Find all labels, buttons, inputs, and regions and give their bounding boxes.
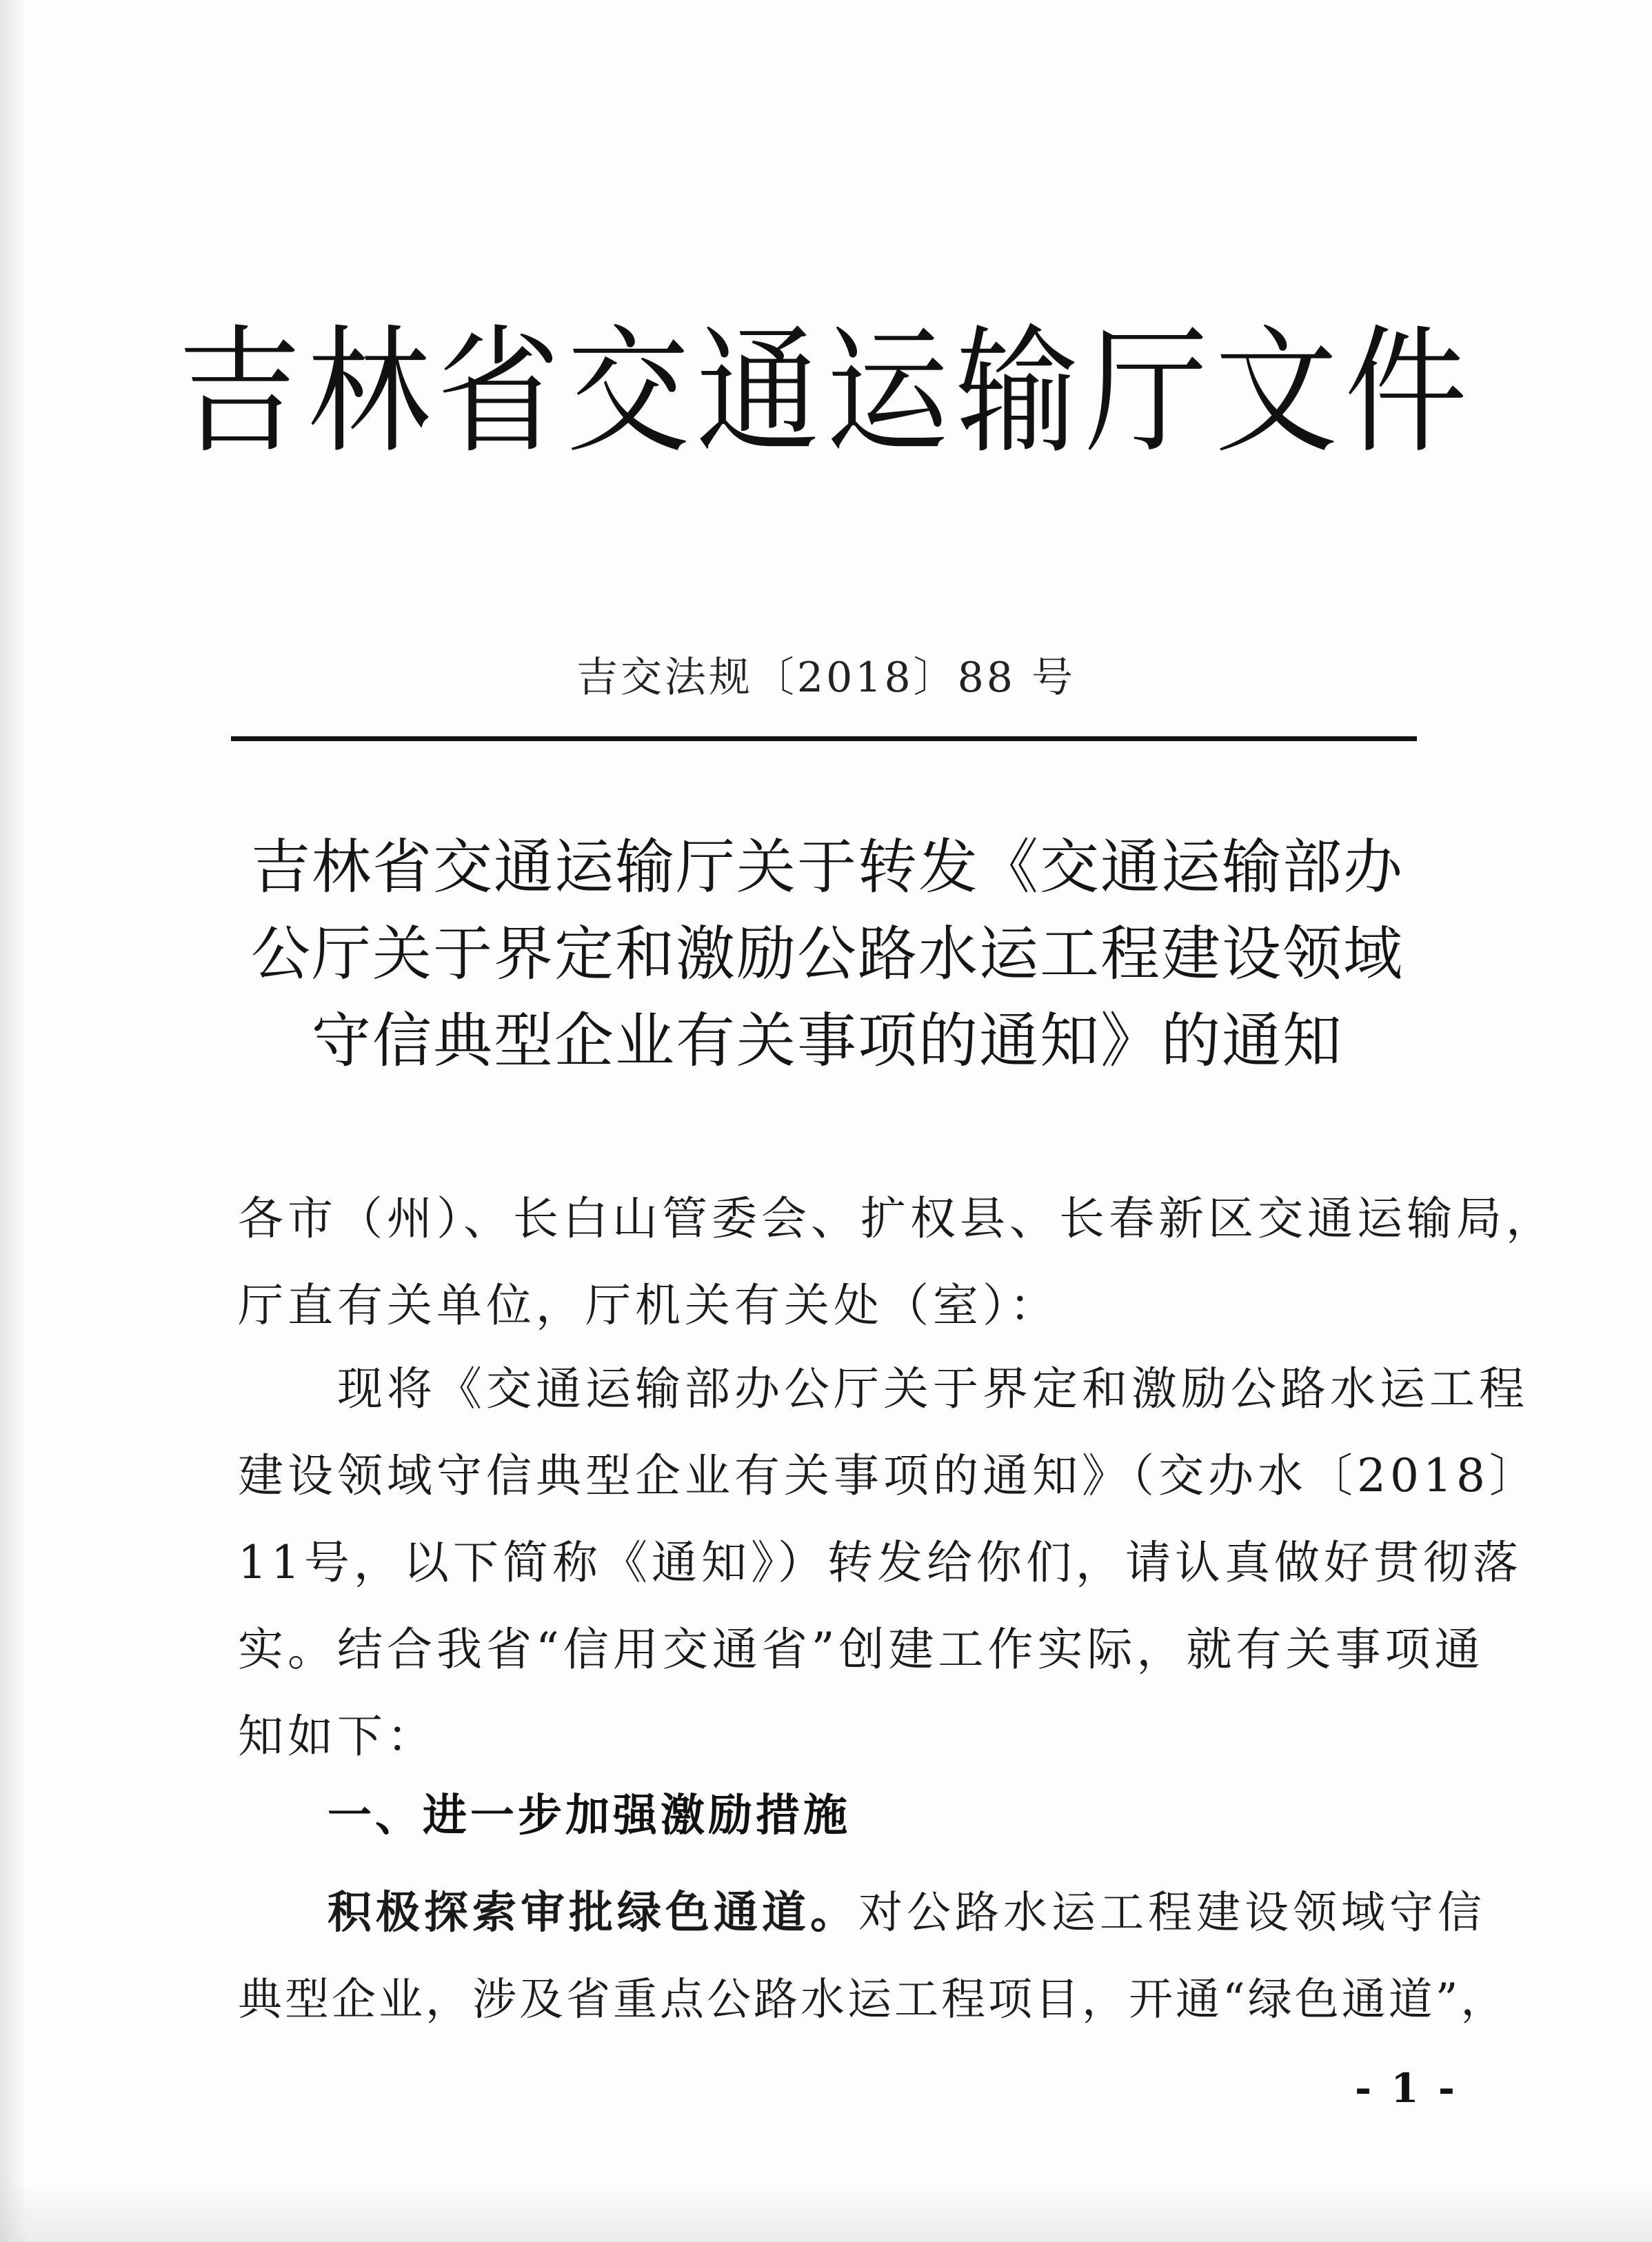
section-paragraph-line [328,1870,1486,1957]
section-paragraph-line: 典型企业，涉及省重点公路水运工程项目，开通“绿色通道”， [238,1975,1508,2026]
body-paragraph [238,1346,1539,1780]
notice-title-line: 吉林省交通运输厅关于转发《交通运输部办 [251,833,1404,902]
body-line: 11号，以下简称《通知》）转发给你们，请认真做好贯彻落 [238,1536,1522,1589]
addressee-line: 厅直有关单位，厅机关有关处（室）： [238,1279,1059,1332]
body-line: 建设领域守信典型企业有关事项的通知》（交办水〔2018〕 [238,1449,1539,1502]
body-line: 现将《交通运输部办公厅关于界定和激励公路水运工程 [238,1362,1529,1415]
notice-title [234,824,1420,1084]
section-lead-text: 积极探索审批绿色通道。 [328,1888,858,1939]
notice-title-line: 守信典型企业有关事项的通知》的通知 [312,1007,1343,1075]
addressee-block [238,1175,1555,1349]
document-header-title: 吉林省交通运输厅文件 [178,312,1474,472]
page-number: - 1 - [1355,2065,1458,2112]
body-line: 实。结合我省“信用交通省”创建工作实际，就有关事项通 [238,1623,1484,1676]
notice-title-line: 公厅关于界定和激励公路水运工程建设领域 [251,920,1404,989]
body-line: 知如下： [238,1710,436,1763]
document-number: 吉交法规〔2018〕88 号 [576,654,1076,702]
section-line-rest: 对公路水运工程建设领域守信 [858,1888,1486,1939]
header-divider-rule [231,736,1417,741]
section-heading: 一、进一步加强激励措施 [328,1790,851,1841]
addressee-line: 各市（州）、长白山管委会、扩权县、长春新区交通运输局， [238,1192,1555,1245]
page-bottom-shadow [0,2180,1652,2242]
